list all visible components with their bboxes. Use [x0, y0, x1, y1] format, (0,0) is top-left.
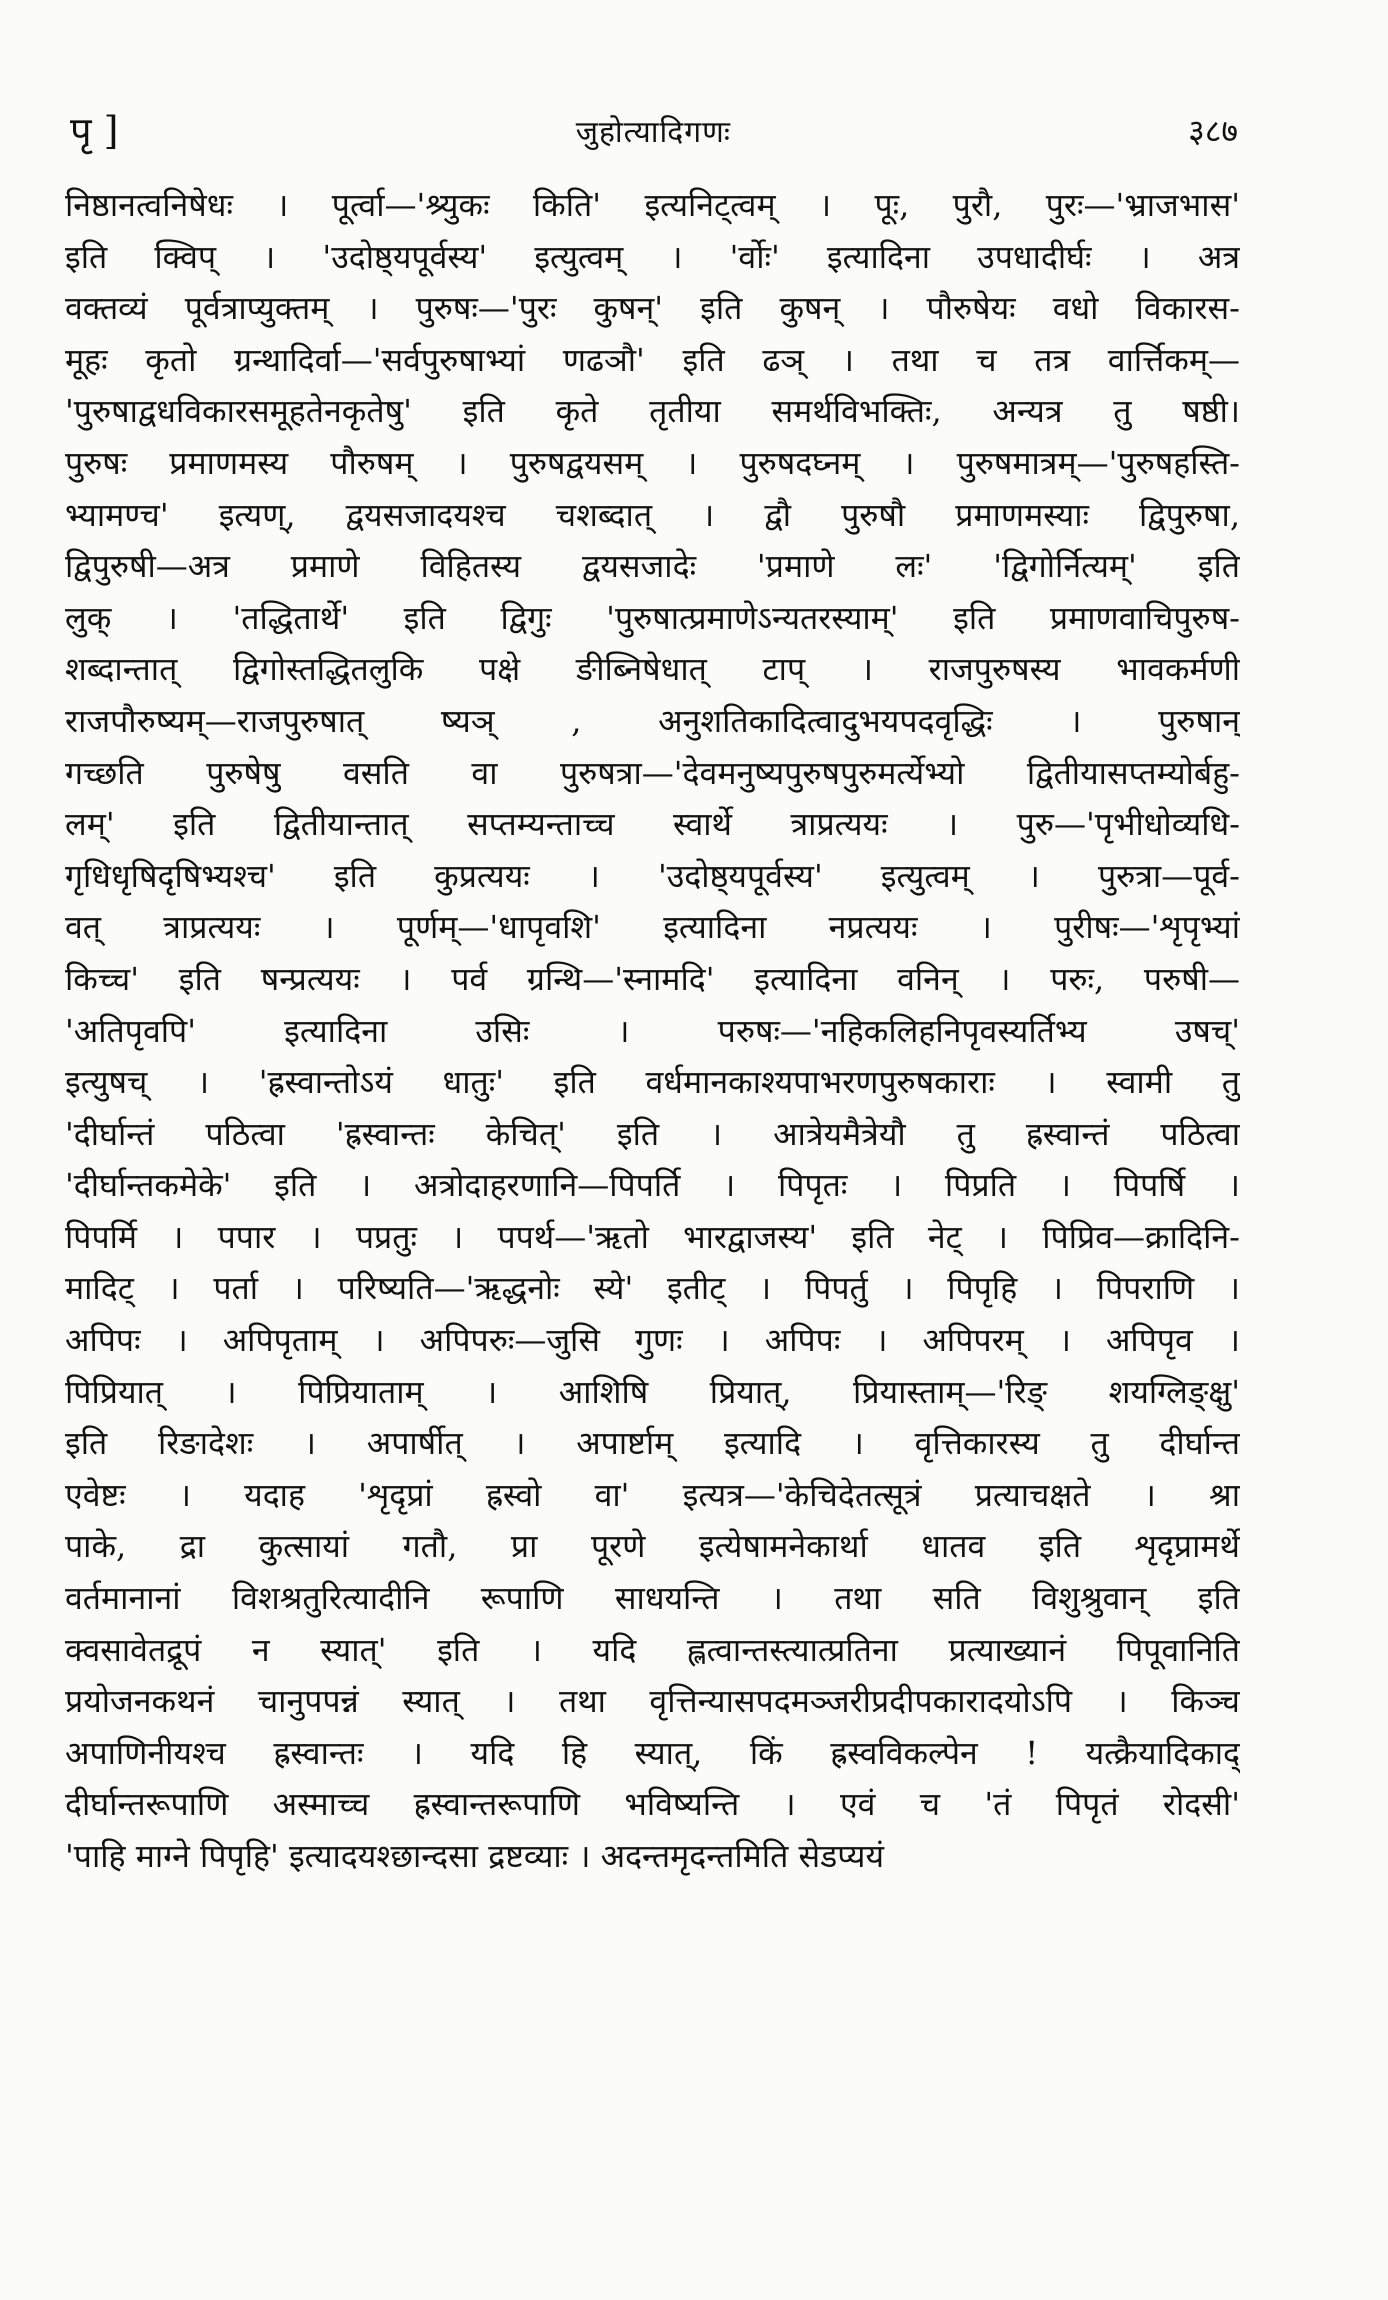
text-line: वत् त्राप्रत्ययः । पूर्णम्—'धापृवशि' इत्यादिना नप्रत्ययः । पुरीषः—'शृपृभ्यां	[65, 908, 1240, 947]
text-line: गच्छति पुरुषेषु वसति वा पुरुषत्रा—'देवमनुष्यपुरुषपुरुमर्त्येभ्यो द्वितीयासप्तम्योर्बहु-	[65, 753, 1240, 792]
page-number: ३८७	[1188, 111, 1238, 150]
text-line: द्विपुरुषी—अत्र प्रमाणे विहितस्य द्वयसजादेः 'प्रमाणे लः' 'द्विगोर्नित्यम्' इति	[65, 547, 1240, 586]
page-marker: पृ ]	[70, 109, 119, 153]
text-line: 'पाहि माग्ने पिपृहि' इत्यादयश्छान्दसा द्रष्टव्याः । अदन्तमृदन्तमिति सेडप्ययं	[65, 1837, 885, 1875]
text-line: शब्दान्तात् द्विगोस्तद्धितलुकि पक्षे ङीब्निषेधात् टाप् । राजपुरुषस्य भावकर्मणी	[65, 650, 1240, 689]
text-line: इति रिङादेशः । अपार्षीत् । अपार्ष्टाम् इत्यादि । वृत्तिकारस्य तु दीर्घान्त	[65, 1424, 1240, 1463]
text-line: 'दीर्घान्तकमेके' इति । अत्रोदाहरणानि—पिपर्ति । पिपृतः । पिप्रति । पिपर्षि ।	[65, 1166, 1240, 1205]
text-line: अपाणिनीयश्च ह्रस्वान्तः । यदि हि स्यात्, किं ह्रस्वविकल्पेन ! यत्क्रैयादिकाद्	[65, 1733, 1240, 1772]
text-line: निष्ठानत्वनिषेधः । पूर्त्वा—'श्र्युकः किति' इत्यनिट्त्वम् । पूः, पुरौ, पुरः—'भ्राजभास'	[65, 186, 1240, 224]
text-line: दीर्घान्तरूपाणि अस्माच्च ह्रस्वान्तरूपाणि भविष्यन्ति । एवं च 'तं पिपृतं रोदसी'	[65, 1785, 1240, 1824]
text-line: मादिट् । पर्ता । परिष्यति—'ऋद्धनोः स्ये' इतीट् । पिपर्तु । पिपृहि । पिपराणि ।	[65, 1269, 1240, 1308]
text-line: गृधिधृषिदृषिभ्यश्च' इति कुप्रत्ययः । 'उदोष्ठ्यपूर्वस्य' इत्युत्वम् । पुरुत्रा—पूर्व-	[65, 856, 1240, 895]
text-line: मूहः कृतो ग्रन्थादिर्वा—'सर्वपुरुषाभ्यां णढञौ' इति ढञ् । तथा च तत्र वार्त्तिकम्—	[65, 340, 1240, 379]
text-line: वर्तमानानां विशश्रतुरित्यादीनि रूपाणि साधयन्ति । तथा सति विशुश्रुवान् इति	[65, 1579, 1240, 1618]
text-line: अपिपः । अपिपृताम् । अपिपरुः—जुसि गुणः । अपिपः । अपिपरम् । अपिपृव ।	[65, 1321, 1240, 1360]
text-line: पुरुषः प्रमाणमस्य पौरुषम् । पुरुषद्वयसम् । पुरुषदघ्नम् । पुरुषमात्रम्—'पुरुषहस्ति-	[65, 443, 1240, 482]
running-title: जुहोत्यादिगणः	[575, 114, 731, 150]
text-line: वक्तव्यं पूर्वत्राप्युक्तम् । पुरुषः—'पुरः कुषन्' इति कुषन् । पौरुषेयः वधो विकारस-	[65, 289, 1240, 328]
text-line: एवेष्टः । यदाह 'शृदृप्रां ह्रस्वो वा' इत्यत्र—'केचिदेतत्सूत्रं प्रत्याचक्षते । श्रा	[65, 1475, 1240, 1514]
text-line: पिपर्मि । पपार । पप्रतुः । पपर्थ—'ऋतो भारद्वाजस्य' इति नेट् । पिप्रिव—क्रादिनि-	[65, 1217, 1240, 1256]
text-line: पाके, द्रा कुत्सायां गतौ, प्रा पूरणे इत्येषामनेकार्था धातव इति शृदृप्रामर्थे	[65, 1527, 1240, 1566]
text-line: 'अतिपृवपि' इत्यादिना उसिः । परुषः—'नहिकलिहनिपृवस्यर्तिभ्य उषच्'	[65, 1011, 1240, 1050]
text-line: इति क्विप् । 'उदोष्ठ्यपूर्वस्य' इत्युत्वम् । 'र्वोः' इत्यादिना उपधादीर्घः । अत्र	[65, 237, 1240, 276]
text-line: पिप्रियात् । पिप्रियाताम् । आशिषि प्रियात्, प्रियास्ताम्—'रिङ् शयग्लिङ्क्षु'	[65, 1372, 1240, 1411]
text-line: इत्युषच् । 'ह्रस्वान्तोऽयं धातुः' इति वर्धमानकाश्यपाभरणपुरुषकाराः । स्वामी तु	[65, 1063, 1240, 1102]
text-line: 'पुरुषाद्वधविकारसमूहतेनकृतेषु' इति कृते तृतीया समर्थविभक्तिः, अन्यत्र तु षष्ठी।	[65, 392, 1240, 431]
text-line: लुक् । 'तद्धितार्थे' इति द्विगुः 'पुरुषात्प्रमाणेऽन्यतरस्याम्' इति प्रमाणवाचिपुरुष-	[65, 598, 1240, 637]
text-line: प्रयोजनकथनं चानुपपन्नं स्यात् । तथा वृत्तिन्यासपदमञ्जरीप्रदीपकारादयोऽपि । किञ्च	[65, 1682, 1240, 1721]
text-line: भ्यामण्च' इत्यण्, द्वयसजादयश्च चशब्दात् । द्वौ पुरुषौ प्रमाणमस्याः द्विपुरुषा,	[65, 495, 1240, 534]
body-text	[65, 180, 1240, 1883]
text-line: राजपौरुष्यम्—राजपुरुषात् ष्यञ् , अनुशतिकादित्वादुभयपदवृद्धिः । पुरुषान्	[65, 701, 1240, 740]
text-line: किच्च' इति षन्प्रत्ययः । पर्व ग्रन्थि—'स्नामदि' इत्यादिना वनिन् । परुः, परुषी—	[65, 959, 1240, 998]
text-line: क्वसावेतद्रूपं न स्यात्' इति । यदि ह्लत्वान्तस्त्यात्प्रतिना प्रत्याख्यानं पिपूवानिति	[65, 1630, 1240, 1669]
page-header	[70, 100, 1238, 160]
text-line: 'दीर्घान्तं पठित्वा 'ह्रस्वान्तः केचित्' इति । आत्रेयमैत्रेयौ तु ह्रस्वान्तं पठित्वा	[65, 1114, 1240, 1153]
text-line: लम्' इति द्वितीयान्तात् सप्तम्यन्ताच्च स्वार्थे त्राप्रत्ययः । पुरु—'पृभीधोव्यधि-	[65, 805, 1240, 844]
